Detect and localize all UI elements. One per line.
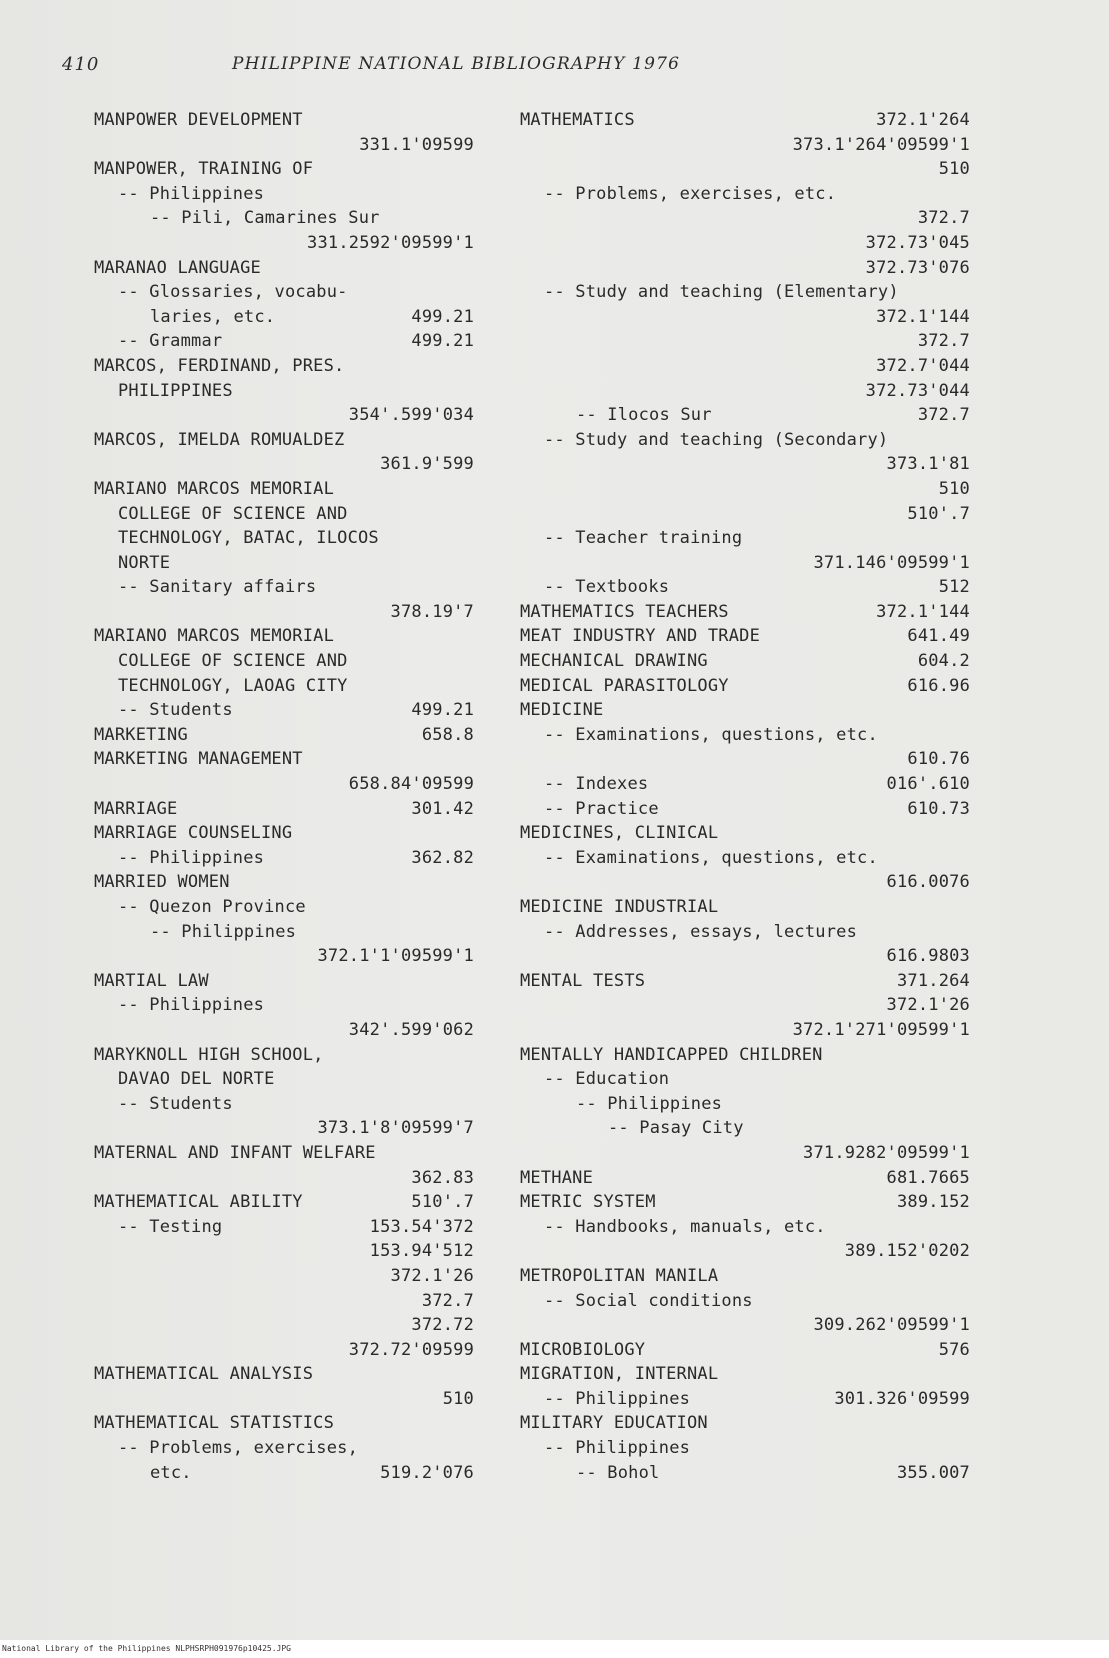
class-number: 372.1'26 xyxy=(390,1265,474,1286)
index-entry xyxy=(94,379,474,404)
subject-heading: METROPOLITAN MANILA xyxy=(520,1265,719,1286)
subheading: -- Glossaries, vocabu- xyxy=(118,282,348,303)
index-entry xyxy=(520,575,970,600)
class-number: 373.1'8'09599'7 xyxy=(317,1118,474,1139)
subheading: -- Study and teaching (Elementary) xyxy=(544,282,899,303)
subheading: -- Philippines xyxy=(118,847,265,868)
class-number: 153.94'512 xyxy=(369,1241,474,1262)
index-entry xyxy=(94,698,474,723)
index-entry xyxy=(520,1411,970,1436)
index-entry xyxy=(520,256,970,281)
index-entry xyxy=(520,1239,970,1264)
subject-heading: METRIC SYSTEM xyxy=(520,1192,656,1213)
subheading: laries, etc. xyxy=(150,306,276,327)
index-entry xyxy=(94,920,474,945)
class-number: 389.152 xyxy=(896,1192,970,1213)
subheading: -- Teacher training xyxy=(544,528,743,549)
class-number: 372.1'271'09599'1 xyxy=(792,1019,970,1040)
subject-heading: MILITARY EDUCATION xyxy=(520,1413,708,1434)
subject-heading: MARCOS, FERDINAND, PRES. xyxy=(94,355,345,376)
index-entry xyxy=(520,1387,970,1412)
index-entry xyxy=(94,452,474,477)
subheading: PHILIPPINES xyxy=(118,380,233,401)
subheading: -- Philippines xyxy=(544,1438,691,1459)
subheading: -- Education xyxy=(544,1069,670,1090)
subheading: -- Philippines xyxy=(544,1388,691,1409)
class-number: 389.152'0202 xyxy=(844,1241,970,1262)
index-entry xyxy=(520,551,970,576)
index-entry xyxy=(94,551,474,576)
index-entry xyxy=(520,944,970,969)
index-entry xyxy=(520,1289,970,1314)
index-entry xyxy=(520,379,970,404)
index-entry xyxy=(94,797,474,822)
index-entry xyxy=(520,1436,970,1461)
index-entry xyxy=(94,1411,474,1436)
subject-heading: METHANE xyxy=(520,1167,594,1188)
class-number: 373.1'264'09599'1 xyxy=(792,134,970,155)
subject-heading: MENTALLY HANDICAPPED CHILDREN xyxy=(520,1044,823,1065)
index-entry xyxy=(520,280,970,305)
class-number: 519.2'076 xyxy=(380,1462,474,1483)
index-entry xyxy=(94,723,474,748)
index-entry xyxy=(94,280,474,305)
index-entry xyxy=(94,1018,474,1043)
subheading: -- Pasay City xyxy=(608,1118,744,1139)
index-entry xyxy=(94,821,474,846)
subject-heading: MANPOWER DEVELOPMENT xyxy=(94,110,303,130)
index-entry xyxy=(520,1141,970,1166)
class-number: 610.76 xyxy=(907,749,970,770)
index-entry xyxy=(520,821,970,846)
index-entry xyxy=(94,1116,474,1141)
index-entry xyxy=(520,1338,970,1363)
index-entry xyxy=(520,1264,970,1289)
index-entry xyxy=(94,895,474,920)
index-entry xyxy=(520,305,970,330)
class-number: 378.19'7 xyxy=(390,601,474,622)
index-entry xyxy=(94,1239,474,1264)
class-number: 153.54'372 xyxy=(369,1216,474,1237)
subject-heading: MATHEMATICAL ABILITY xyxy=(94,1192,303,1213)
index-entry xyxy=(94,1313,474,1338)
index-entry xyxy=(94,846,474,871)
subheading: -- Philippines xyxy=(576,1093,723,1114)
subject-heading: MATERNAL AND INFANT WELFARE xyxy=(94,1142,376,1163)
index-entry xyxy=(94,1362,474,1387)
index-entry xyxy=(94,403,474,428)
subject-heading: MANPOWER, TRAINING OF xyxy=(94,159,314,180)
class-number: 342'.599'062 xyxy=(348,1019,474,1040)
subject-heading: MATHEMATICAL STATISTICS xyxy=(94,1413,335,1434)
index-entry xyxy=(94,624,474,649)
index-entry xyxy=(520,329,970,354)
subject-heading: MATHEMATICS TEACHERS xyxy=(520,601,729,622)
index-entry xyxy=(520,403,970,428)
index-entry xyxy=(94,969,474,994)
subheading: -- Textbooks xyxy=(544,577,670,598)
index-entry xyxy=(94,1166,474,1191)
class-number: 372.7 xyxy=(917,405,970,426)
index-entry xyxy=(520,723,970,748)
subject-heading: MATHEMATICS xyxy=(520,110,635,130)
subheading: -- Ilocos Sur xyxy=(576,405,712,426)
index-entry xyxy=(520,1018,970,1043)
index-entry xyxy=(94,747,474,772)
index-entry xyxy=(520,1067,970,1092)
subject-heading: MARKETING xyxy=(94,724,188,745)
subheading: -- Students xyxy=(118,1093,233,1114)
index-entry xyxy=(520,1215,970,1240)
index-entry xyxy=(94,133,474,158)
index-entry xyxy=(94,502,474,527)
index-entry xyxy=(520,674,970,699)
right-column xyxy=(520,108,970,1485)
subject-heading: MARTIAL LAW xyxy=(94,970,209,991)
subheading: -- Problems, exercises, etc. xyxy=(544,183,837,204)
running-title: PHILIPPINE NATIONAL BIBLIOGRAPHY 1976 xyxy=(232,54,681,74)
index-entry xyxy=(94,1338,474,1363)
index-entry xyxy=(520,526,970,551)
class-number: 372.1'144 xyxy=(876,306,970,327)
index-entry xyxy=(520,698,970,723)
class-number: 576 xyxy=(938,1339,970,1360)
index-entry xyxy=(94,649,474,674)
index-entry xyxy=(520,1116,970,1141)
subject-heading: MARYKNOLL HIGH SCHOOL, xyxy=(94,1044,324,1065)
subheading: -- Social conditions xyxy=(544,1290,753,1311)
index-entry xyxy=(520,354,970,379)
index-entry xyxy=(520,108,970,133)
subheading: etc. xyxy=(150,1462,192,1483)
index-entry xyxy=(94,993,474,1018)
index-entry xyxy=(520,993,970,1018)
index-entry xyxy=(520,969,970,994)
subject-heading: MARCOS, IMELDA ROMUALDEZ xyxy=(94,429,345,450)
index-entry xyxy=(520,157,970,182)
subheading: -- Grammar xyxy=(118,331,223,352)
class-number: 372.1'1'09599'1 xyxy=(317,946,474,967)
subject-heading: MEAT INDUSTRY AND TRADE xyxy=(520,626,761,647)
class-number: 309.262'09599'1 xyxy=(813,1315,970,1336)
class-number: 658.84'09599 xyxy=(348,774,474,795)
index-entry xyxy=(520,1461,970,1486)
class-number: 604.2 xyxy=(917,651,970,672)
index-entry xyxy=(94,108,474,133)
class-number: 372.72 xyxy=(411,1315,474,1336)
subheading: TECHNOLOGY, LAOAG CITY xyxy=(118,675,348,696)
class-number: 372.7 xyxy=(917,331,970,352)
class-number: 016'.610 xyxy=(886,774,970,795)
index-entry xyxy=(520,846,970,871)
class-number: 331.1'09599 xyxy=(359,134,474,155)
scan-footer: National Library of the Philippines NLPHSRPH091976p10425.JPG xyxy=(0,1640,1109,1658)
subject-heading: MARIANO MARCOS MEMORIAL xyxy=(94,626,335,647)
index-entry xyxy=(520,1166,970,1191)
index-entry xyxy=(94,157,474,182)
left-column xyxy=(94,108,474,1485)
class-number: 681.7665 xyxy=(886,1167,970,1188)
class-number: 362.82 xyxy=(411,847,474,868)
index-entry xyxy=(520,1190,970,1215)
class-number: 510 xyxy=(938,159,970,180)
index-entry xyxy=(520,797,970,822)
index-entry xyxy=(94,305,474,330)
class-number: 372.1'26 xyxy=(886,995,970,1016)
subject-heading: MARRIAGE xyxy=(94,798,178,819)
class-number: 355.007 xyxy=(896,1462,970,1483)
class-number: 372.73'045 xyxy=(865,232,970,253)
class-number: 354'.599'034 xyxy=(348,405,474,426)
index-entry xyxy=(94,354,474,379)
subject-heading: MIGRATION, INTERNAL xyxy=(520,1364,719,1385)
index-entry xyxy=(94,1436,474,1461)
index-entry xyxy=(520,428,970,453)
index-entry xyxy=(94,1190,474,1215)
class-number: 499.21 xyxy=(411,331,474,352)
subheading: -- Practice xyxy=(544,798,659,819)
index-entry xyxy=(520,895,970,920)
class-number: 372.7'044 xyxy=(876,355,970,376)
index-entry xyxy=(94,674,474,699)
subheading: -- Testing xyxy=(118,1216,223,1237)
subheading: COLLEGE OF SCIENCE AND xyxy=(118,651,348,672)
subheading: DAVAO DEL NORTE xyxy=(118,1069,275,1090)
index-entry xyxy=(94,600,474,625)
class-number: 301.326'09599 xyxy=(834,1388,970,1409)
subheading: -- Bohol xyxy=(576,1462,660,1483)
class-number: 658.8 xyxy=(421,724,474,745)
index-entry xyxy=(520,600,970,625)
subject-heading: MARANAO LANGUAGE xyxy=(94,257,261,278)
subheading: -- Quezon Province xyxy=(118,897,306,917)
index-entry xyxy=(94,231,474,256)
subject-heading: MECHANICAL DRAWING xyxy=(520,651,708,672)
index-entry xyxy=(94,1067,474,1092)
subheading: COLLEGE OF SCIENCE AND xyxy=(118,503,348,524)
index-entry xyxy=(94,1461,474,1486)
subheading: TECHNOLOGY, BATAC, ILOCOS xyxy=(118,528,379,549)
index-entry xyxy=(520,1043,970,1068)
subject-heading: MEDICINES, CLINICAL xyxy=(520,823,719,844)
class-number: 510 xyxy=(442,1388,474,1409)
index-entry xyxy=(94,1289,474,1314)
class-number: 510'.7 xyxy=(411,1192,474,1213)
class-number: 372.1'144 xyxy=(876,601,970,622)
class-number: 373.1'81 xyxy=(886,454,970,475)
class-number: 616.0076 xyxy=(886,872,970,893)
class-number: 372.72'09599 xyxy=(348,1339,474,1360)
class-number: 510 xyxy=(938,478,970,499)
index-entry xyxy=(520,133,970,158)
subheading: -- Philippines xyxy=(118,995,265,1016)
index-entry xyxy=(94,428,474,453)
index-entry xyxy=(520,649,970,674)
subheading: -- Handbooks, manuals, etc. xyxy=(544,1216,826,1237)
subject-heading: MARIANO MARCOS MEMORIAL xyxy=(94,478,335,499)
subheading: NORTE xyxy=(118,552,171,573)
subheading: -- Examinations, questions, etc. xyxy=(544,847,878,868)
index-entry xyxy=(94,256,474,281)
subheading: -- Study and teaching (Secondary) xyxy=(544,429,889,450)
subheading: -- Philippines xyxy=(118,183,265,204)
class-number: 641.49 xyxy=(907,626,970,647)
index-entry xyxy=(520,870,970,895)
class-number: 372.1'264 xyxy=(876,110,970,130)
index-entry xyxy=(520,747,970,772)
class-number: 301.42 xyxy=(411,798,474,819)
index-entry xyxy=(94,772,474,797)
index-entry xyxy=(520,206,970,231)
subheading: -- Sanitary affairs xyxy=(118,577,317,598)
class-number: 372.7 xyxy=(421,1290,474,1311)
class-number: 331.2592'09599'1 xyxy=(307,232,474,253)
class-number: 371.9282'09599'1 xyxy=(803,1142,970,1163)
index-entry xyxy=(520,624,970,649)
index-entry xyxy=(94,944,474,969)
index-entry xyxy=(94,329,474,354)
index-entry xyxy=(520,502,970,527)
subject-heading: MENTAL TESTS xyxy=(520,970,646,991)
index-entry xyxy=(520,182,970,207)
subheading: -- Pili, Camarines Sur xyxy=(150,208,380,229)
index-entry xyxy=(520,452,970,477)
index-entry xyxy=(520,1313,970,1338)
index-entry xyxy=(94,1215,474,1240)
subject-heading: MICROBIOLOGY xyxy=(520,1339,646,1360)
subheading: -- Students xyxy=(118,700,233,721)
index-entry xyxy=(520,1092,970,1117)
subheading: -- Philippines xyxy=(150,921,297,942)
index-entry xyxy=(520,477,970,502)
class-number: 361.9'599 xyxy=(380,454,474,475)
index-entry xyxy=(520,920,970,945)
index-entry xyxy=(94,1387,474,1412)
subheading: -- Indexes xyxy=(544,774,649,795)
index-entry xyxy=(520,231,970,256)
page-number: 410 xyxy=(62,54,100,75)
class-number: 371.264 xyxy=(896,970,970,991)
subject-heading: MEDICINE xyxy=(520,700,604,721)
class-number: 362.83 xyxy=(411,1167,474,1188)
subheading: -- Examinations, questions, etc. xyxy=(544,724,878,745)
class-number: 499.21 xyxy=(411,306,474,327)
index-entry xyxy=(520,772,970,797)
subject-heading: MARRIED WOMEN xyxy=(94,872,230,893)
class-number: 510'.7 xyxy=(907,503,970,524)
index-entry xyxy=(94,477,474,502)
subject-heading: MEDICINE INDUSTRIAL xyxy=(520,897,719,917)
index-entry xyxy=(94,526,474,551)
index-entry xyxy=(94,870,474,895)
class-number: 372.73'044 xyxy=(865,380,970,401)
subject-heading: MEDICAL PARASITOLOGY xyxy=(520,675,729,696)
index-entry xyxy=(94,1264,474,1289)
index-entry xyxy=(94,182,474,207)
class-number: 372.73'076 xyxy=(865,257,970,278)
subheading: -- Addresses, essays, lectures xyxy=(544,921,858,942)
index-entry xyxy=(94,1141,474,1166)
class-number: 512 xyxy=(938,577,970,598)
class-number: 372.7 xyxy=(917,208,970,229)
subheading: -- Problems, exercises, xyxy=(118,1438,359,1459)
index-entry xyxy=(94,1092,474,1117)
subject-heading: MARRIAGE COUNSELING xyxy=(94,823,293,844)
subject-heading: MARKETING MANAGEMENT xyxy=(94,749,303,770)
class-number: 616.9803 xyxy=(886,946,970,967)
index-entry xyxy=(94,575,474,600)
class-number: 371.146'09599'1 xyxy=(813,552,970,573)
index-entry xyxy=(94,1043,474,1068)
index-entry xyxy=(520,1362,970,1387)
class-number: 610.73 xyxy=(907,798,970,819)
class-number: 616.96 xyxy=(907,675,970,696)
index-entry xyxy=(94,206,474,231)
class-number: 499.21 xyxy=(411,700,474,721)
subject-heading: MATHEMATICAL ANALYSIS xyxy=(94,1364,314,1385)
